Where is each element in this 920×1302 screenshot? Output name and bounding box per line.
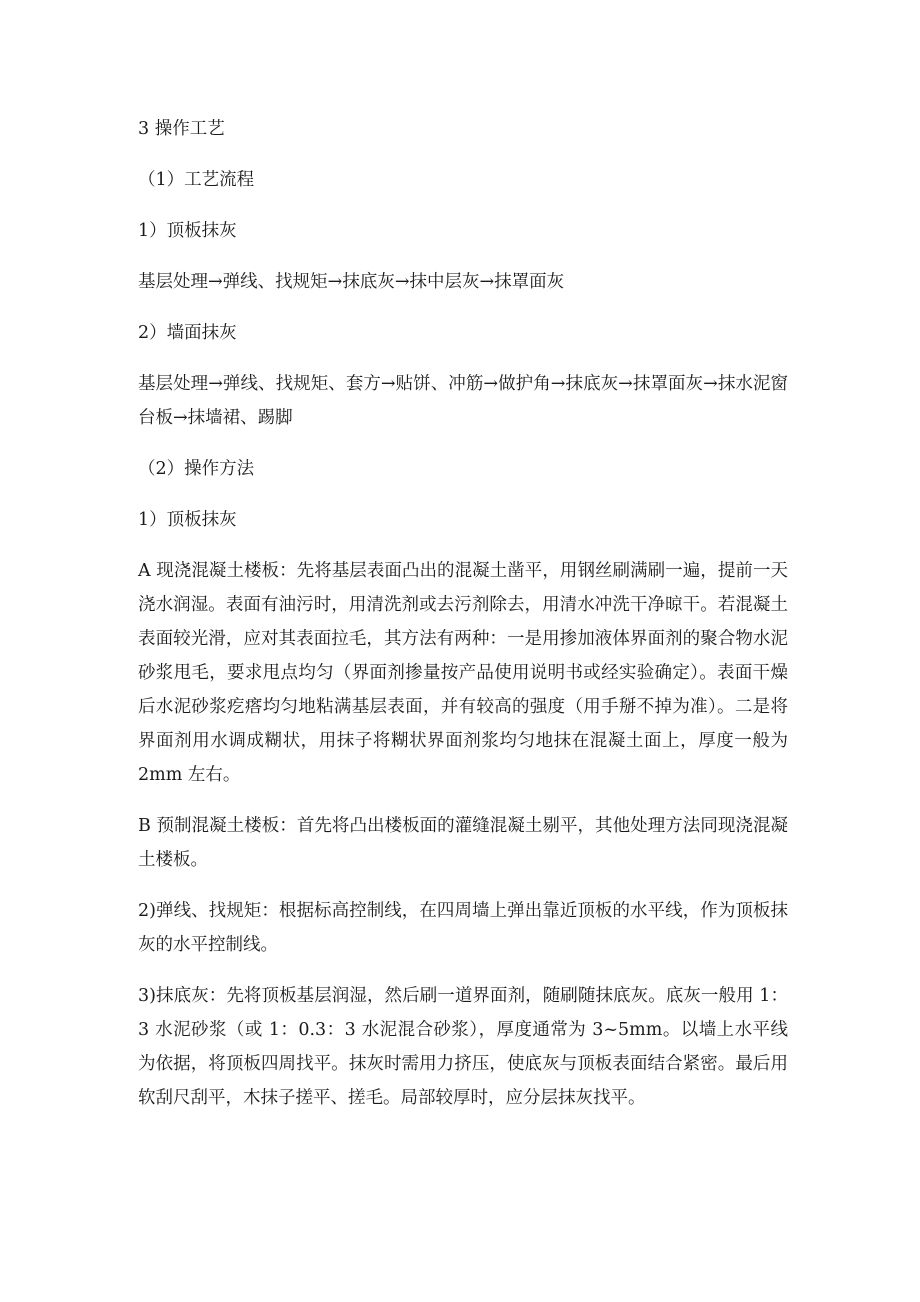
subsection-heading: （1）工艺流程 (138, 170, 255, 190)
section-heading: 3 操作工艺 (138, 119, 225, 139)
paragraph: B 预制混凝土楼板：首先将凸出楼板面的灌缝混凝土剔平，其他处理方法同现浇混凝土楼板。 (138, 816, 788, 870)
document-body (138, 112, 788, 1115)
paragraph: 基层处理→弹线、找规矩→抹底灰→抹中层灰→抹罩面灰 (138, 272, 565, 292)
paragraph: 3)抹底灰：先将顶板基层润湿，然后刷一道界面剂，随刷随抹底灰。底灰一般用 1：3 水泥砂浆（或 1：0.3：3 水泥混合砂浆），厚度通常为 3~5mm。以墙上水平线为依据，将顶板四周找平。抹灰时需用力挤压，使底灰与顶板表面结合紧密。最后用软刮尺刮平，木抹子搓平、搓毛。局部较厚时，应分层抹灰找平。 (138, 986, 788, 1108)
paragraph: A 现浇混凝土楼板：先将基层表面凸出的混凝土凿平，用钢丝刷满刷一遍，提前一天浇水润湿。表面有油污时，用清洗剂或去污剂除去，用清水冲洗干净晾干。若混凝土表面较光滑，应对其表面拉毛，其方法有两种：一是用掺加液体界面剂的聚合物水泥砂浆甩毛，要求甩点均匀（界面剂掺量按产品使用说明书或经实验确定）。表面干燥后水泥砂浆疙瘩均匀地粘满基层表面，并有较高的强度（用手掰不掉为准）。二是将界面剂用水调成糊状，用抹子将糊状界面剂浆均匀地抹在混凝土面上，厚度一般为 2mm 左右。 (138, 561, 788, 785)
subsection-heading: （2）操作方法 (138, 459, 255, 479)
item-heading: 1）顶板抹灰 (138, 221, 237, 241)
item-heading: 1）顶板抹灰 (138, 510, 237, 530)
paragraph: 2)弹线、找规矩：根据标高控制线，在四周墙上弹出靠近顶板的水平线，作为顶板抹灰的水平控制线。 (138, 901, 788, 955)
item-heading: 2）墙面抹灰 (138, 323, 237, 343)
paragraph: 基层处理→弹线、找规矩、套方→贴饼、冲筋→做护角→抹底灰→抹罩面灰→抹水泥窗台板→抹墙裙、踢脚 (138, 374, 788, 428)
